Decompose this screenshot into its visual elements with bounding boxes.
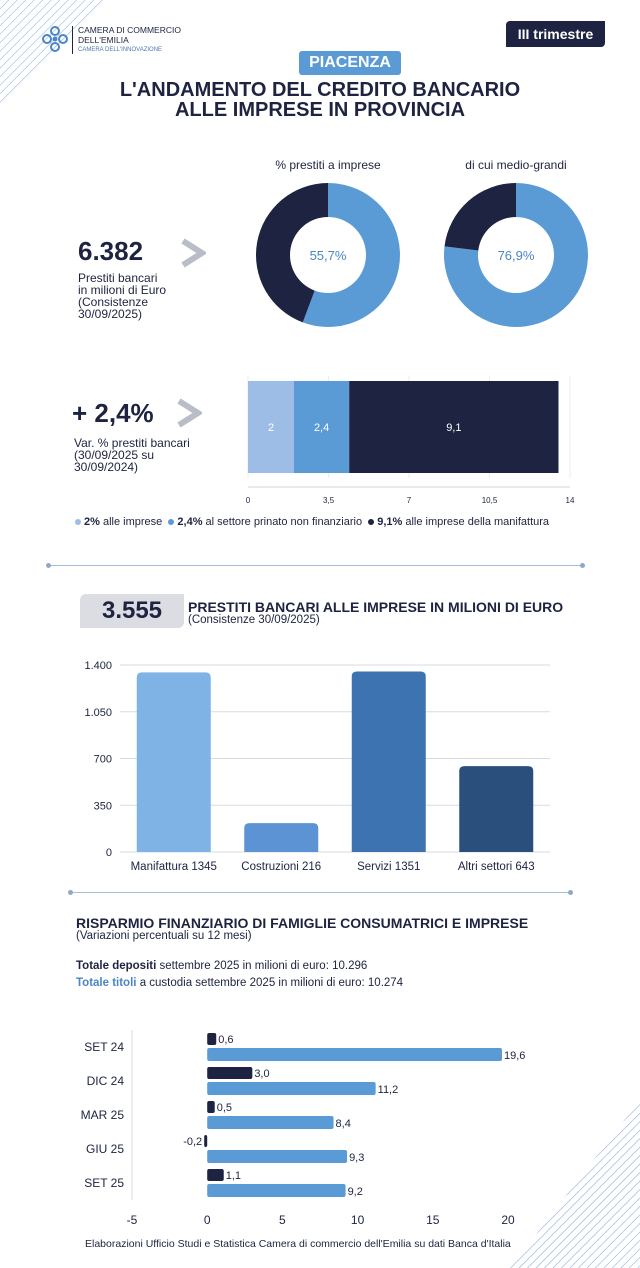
stacked-segment-label: 2,4 bbox=[313, 422, 330, 434]
savings-deposits-bar bbox=[207, 1067, 252, 1079]
stacked-segment-label: 9,1 bbox=[446, 422, 462, 434]
sector-bar bbox=[459, 766, 533, 852]
divider-dot bbox=[568, 890, 573, 895]
stacked-legend bbox=[75, 516, 549, 528]
chevron-right-icon bbox=[176, 398, 202, 428]
savings-category-label: SET 24 bbox=[84, 1040, 124, 1054]
savings-deposits-bar bbox=[207, 1101, 215, 1113]
logo-line2: DELL'EMILIA bbox=[78, 34, 129, 45]
savings-securities-label: 8,4 bbox=[335, 1118, 351, 1130]
savings-securities-label: 9,2 bbox=[347, 1186, 363, 1198]
savings-deposits-label: 0,6 bbox=[218, 1034, 234, 1046]
savings-deposits-bar bbox=[207, 1169, 224, 1181]
kpi-loans-desc-l2: in milioni di Euro bbox=[78, 283, 167, 297]
source-footer: Elaborazioni Ufficio Studi e Statistica Camera di commercio dell'Emilia su dati Banca d'Italia bbox=[85, 1238, 511, 1250]
savings-securities-bar bbox=[207, 1184, 345, 1197]
divider-dot bbox=[580, 563, 585, 568]
savings-category-label: DIC 24 bbox=[86, 1074, 124, 1088]
kpi-loans-desc bbox=[78, 272, 166, 320]
donut1-title: % prestiti a imprese bbox=[275, 158, 381, 172]
savings-securities-bar bbox=[207, 1116, 333, 1129]
donut-chart-2 bbox=[436, 175, 596, 335]
donut-center-label: 55,7% bbox=[309, 248, 347, 263]
divider-dot bbox=[46, 563, 51, 568]
donut-chart-1 bbox=[248, 175, 408, 335]
sector-ytick-label: 700 bbox=[93, 753, 112, 766]
savings-deposits-label: 0,5 bbox=[216, 1102, 233, 1114]
savings-securities-bar bbox=[207, 1150, 347, 1163]
savings-securities-label: 19,6 bbox=[503, 1050, 526, 1062]
savings-deposits-label: 1,1 bbox=[225, 1170, 242, 1182]
sector-ytick-label: 1.400 bbox=[84, 660, 112, 672]
sector-bar bbox=[137, 672, 211, 852]
stacked-segment-label: 2 bbox=[267, 422, 275, 434]
logo-subtitle: CAMERA DELL'INNOVAZIONE bbox=[78, 47, 163, 53]
divider-dot bbox=[68, 890, 73, 895]
savings-xtick-label: -5 bbox=[126, 1213, 138, 1227]
stacked-variation-chart bbox=[230, 366, 590, 511]
chevron-right-icon bbox=[180, 238, 206, 268]
stacked-xtick-label: 10,5 bbox=[481, 496, 498, 505]
section2-title: PRESTITI BANCARI ALLE IMPRESE IN MILIONI DI EURO bbox=[188, 599, 564, 615]
stacked-xtick-label: 0 bbox=[245, 496, 251, 505]
donut-slice-altro bbox=[445, 183, 516, 250]
sector-category-label: Manifattura 1345 bbox=[130, 861, 217, 873]
legend-dot-privato bbox=[168, 519, 174, 525]
period-badge: III trimestre bbox=[506, 21, 605, 47]
savings-deposits-bar bbox=[207, 1033, 216, 1045]
section-divider bbox=[70, 892, 570, 893]
savings-deposits-label: -0,2 bbox=[183, 1136, 203, 1148]
kpi-variation-value: + 2,4% bbox=[72, 398, 154, 428]
city-badge: PIACENZA bbox=[299, 51, 401, 75]
savings-deposits-label: 3,0 bbox=[254, 1068, 270, 1080]
title-line1: L'ANDAMENTO DEL CREDITO BANCARIO bbox=[119, 79, 521, 101]
sector-ytick-label: 1.050 bbox=[84, 706, 112, 719]
legend-text-1: alle imprese bbox=[102, 516, 163, 528]
securities-label: Totale titoli bbox=[76, 977, 137, 989]
kpi-loans-desc-l3: (Consistenze bbox=[78, 295, 149, 309]
donut2-title: di cui medio-grandi bbox=[465, 158, 567, 172]
savings-xtick-label: 10 bbox=[350, 1213, 365, 1227]
savings-category-label: SET 25 bbox=[84, 1176, 124, 1190]
savings-securities-label: 9,3 bbox=[349, 1152, 365, 1164]
securities-note bbox=[76, 977, 403, 989]
sector-bar-chart bbox=[70, 650, 570, 880]
sector-ytick-label: 0 bbox=[105, 847, 112, 859]
stacked-xtick-label: 7 bbox=[406, 496, 412, 505]
logo-name bbox=[78, 26, 181, 45]
savings-category-label: GIU 25 bbox=[85, 1142, 124, 1156]
sector-ytick-label: 350 bbox=[93, 800, 112, 813]
savings-xtick-label: 0 bbox=[203, 1213, 211, 1227]
title-line2: ALLE IMPRESE IN PROVINCIA bbox=[174, 99, 466, 121]
savings-category-label: MAR 25 bbox=[80, 1108, 124, 1122]
total-loans-badge: 3.555 bbox=[80, 594, 184, 628]
deposits-text: settembre 2025 in milioni di euro: 10.296 bbox=[159, 960, 368, 972]
savings-securities-bar bbox=[207, 1048, 502, 1061]
kpi-variation-desc bbox=[74, 437, 190, 473]
deposits-note bbox=[76, 960, 367, 972]
sector-category-label: Costruzioni 216 bbox=[241, 861, 322, 873]
savings-bar-chart bbox=[70, 1025, 540, 1230]
section3-title: RISPARMIO FINANZIARIO DI FAMIGLIE CONSUMATRICI E IMPRESE bbox=[76, 915, 529, 931]
section2-subtitle: (Consistenze 30/09/2025) bbox=[188, 614, 320, 626]
savings-securities-bar bbox=[207, 1082, 375, 1095]
legend-dot-imprese bbox=[75, 519, 81, 525]
legend-value-3: 9,1% bbox=[377, 516, 403, 528]
kpi-loans-value: 6.382 bbox=[78, 236, 144, 266]
legend-value-1: 2% bbox=[84, 516, 100, 528]
savings-xtick-label: 20 bbox=[501, 1213, 515, 1227]
securities-text: a custodia settembre 2025 in milioni di euro: 10.274 bbox=[139, 977, 404, 989]
legend-dot-manifattura bbox=[368, 519, 374, 525]
savings-xtick-label: 5 bbox=[279, 1213, 286, 1227]
legend-value-2: 2,4% bbox=[177, 516, 203, 528]
kpi-loans-desc-l4: 30/09/2025) bbox=[78, 307, 143, 321]
sector-bar bbox=[244, 823, 318, 852]
section-divider bbox=[48, 565, 582, 566]
page-title bbox=[70, 80, 570, 120]
legend-text-3: alle imprese della manifattura bbox=[405, 516, 550, 528]
savings-securities-label: 11,2 bbox=[377, 1084, 399, 1096]
stacked-xtick-label: 14 bbox=[565, 496, 575, 505]
kpi-loans-desc-l1: Prestiti bancari bbox=[78, 271, 158, 285]
deposits-label: Totale depositi bbox=[76, 960, 157, 972]
savings-deposits-bar bbox=[204, 1135, 207, 1147]
sector-category-label: Servizi 1351 bbox=[357, 861, 421, 873]
logo-line1: CAMERA DI COMMERCIO bbox=[78, 25, 181, 35]
kpi-variation-desc-l2: (30/09/2025 su bbox=[74, 448, 155, 462]
logo-divider bbox=[72, 26, 73, 54]
sector-category-label: Altri settori 643 bbox=[457, 861, 535, 873]
section3-subtitle: (Variazioni percentuali su 12 mesi) bbox=[76, 930, 252, 942]
sector-bar bbox=[352, 672, 426, 852]
chamber-logo-icon bbox=[40, 24, 70, 54]
stacked-xtick-label: 3,5 bbox=[322, 496, 335, 505]
savings-xtick-label: 15 bbox=[426, 1213, 440, 1227]
decorative-hatch-top-left bbox=[0, 0, 150, 150]
kpi-variation-desc-l3: 30/09/2024) bbox=[74, 460, 139, 474]
kpi-variation-desc-l1: Var. % prestiti bancari bbox=[74, 436, 190, 450]
legend-text-2: al settore prinato non finanziario bbox=[205, 516, 363, 528]
donut-center-label: 76,9% bbox=[497, 248, 535, 263]
